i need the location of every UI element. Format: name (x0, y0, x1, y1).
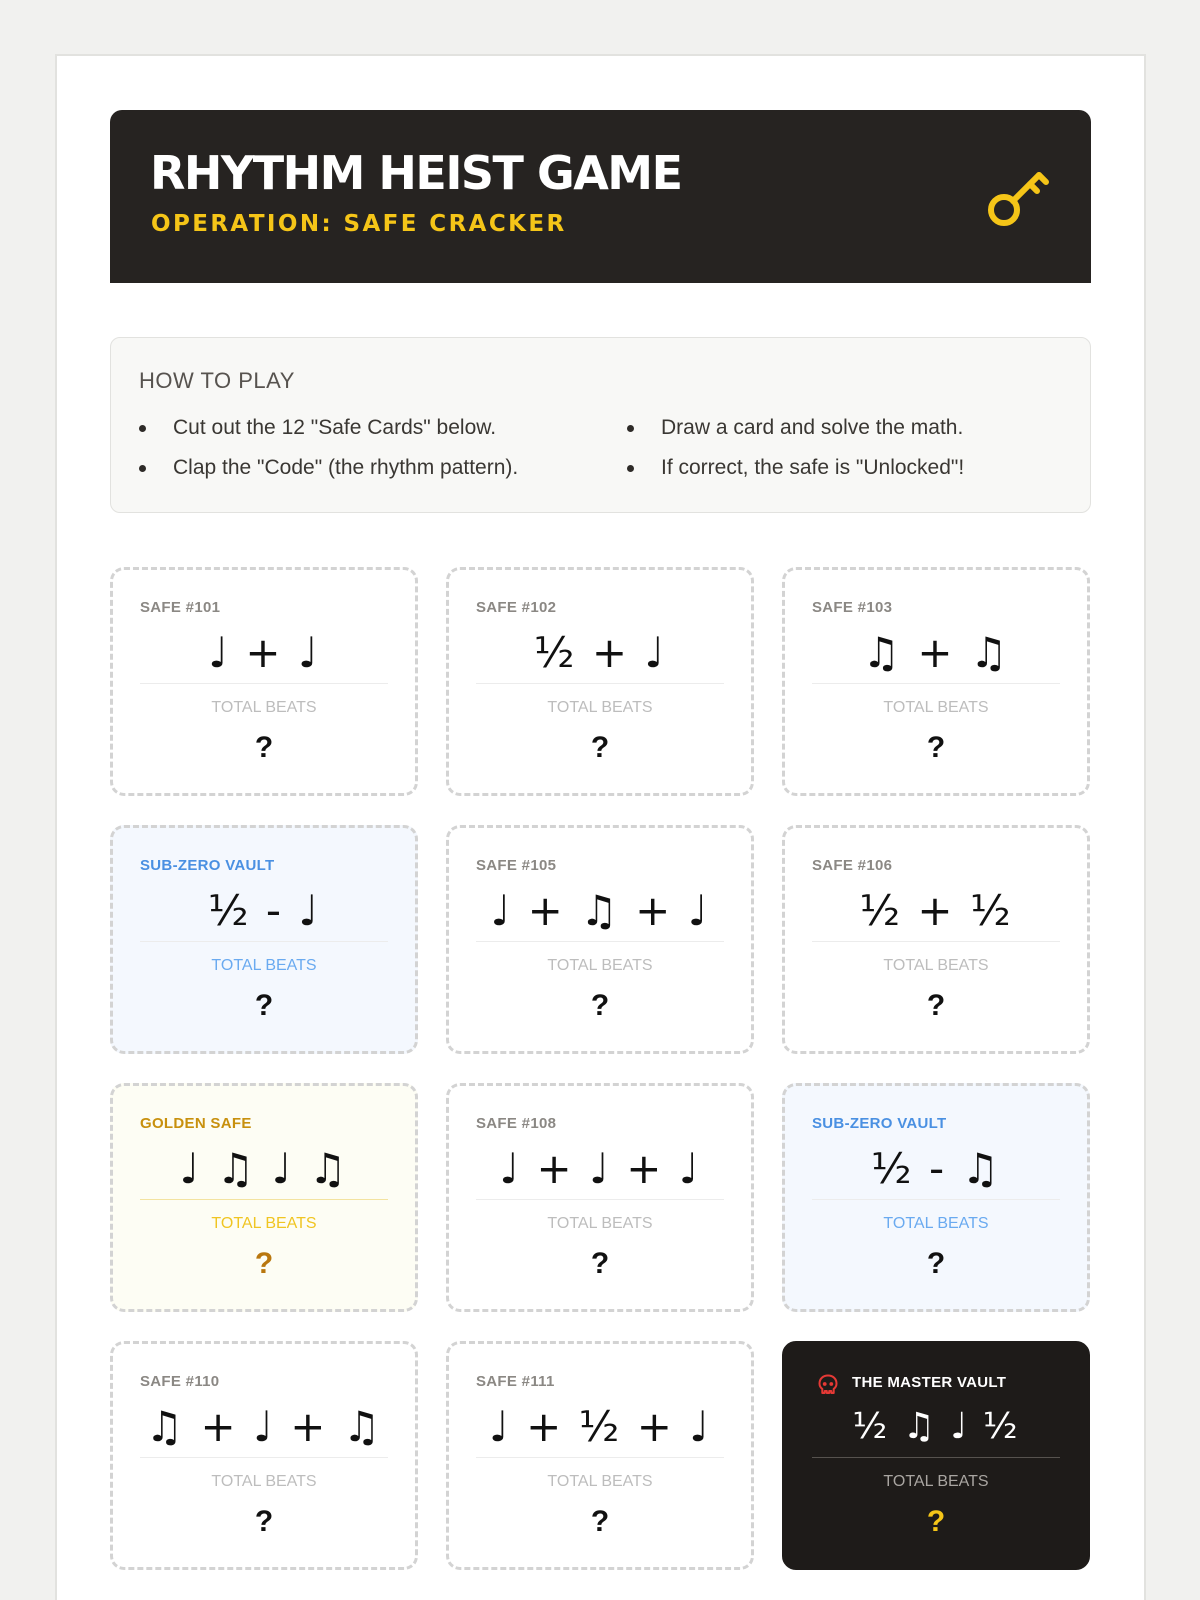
total-beats-label: TOTAL BEATS (547, 957, 653, 974)
card-expression: ½ - ♩ (207, 886, 321, 935)
card-answer: ? (590, 989, 610, 1022)
card-expression: ♫ + ♫ (862, 628, 1010, 677)
card-expression: ♩ ♫ ♩ ♫ (179, 1144, 349, 1193)
card-divider (476, 683, 724, 684)
card-divider (476, 941, 724, 942)
card-label: SAFE #110 (140, 1373, 220, 1390)
card-divider (140, 1199, 388, 1200)
card-label: SUB-ZERO VAULT (812, 1115, 947, 1132)
safe-card-101 (110, 567, 418, 796)
safe-card-105 (446, 825, 754, 1054)
golden-safe-card (110, 1083, 418, 1312)
total-beats-label: TOTAL BEATS (211, 1473, 317, 1490)
card-expression: ♩ + ♩ (208, 628, 320, 677)
card-expression: ½ - ♫ (870, 1144, 1002, 1193)
safe-card-108 (446, 1083, 754, 1312)
card-divider (812, 1457, 1060, 1458)
card-answer: ? (926, 1505, 946, 1538)
header-banner (110, 110, 1091, 283)
card-answer: ? (254, 731, 274, 764)
card-expression: ♩ + ½ + ♩ (488, 1402, 712, 1451)
card-label: SAFE #106 (812, 857, 893, 874)
safe-card-110 (110, 1341, 418, 1570)
card-answer: ? (926, 731, 946, 764)
total-beats-label: TOTAL BEATS (547, 1215, 653, 1232)
card-answer: ? (590, 731, 610, 764)
card-expression: ♫ + ♩ + ♫ (145, 1402, 383, 1451)
rule-item: Draw a card and solve the math. (627, 417, 963, 438)
card-label: SAFE #108 (476, 1115, 557, 1132)
card-answer: ? (590, 1505, 610, 1538)
card-expression: ½ + ♩ (533, 628, 667, 677)
card-expression: ♩ + ♩ + ♩ (499, 1144, 701, 1193)
sub-zero-vault-card (110, 825, 418, 1054)
card-divider (140, 683, 388, 684)
total-beats-label: TOTAL BEATS (547, 699, 653, 716)
card-divider (812, 941, 1060, 942)
card-answer: ? (926, 1247, 946, 1280)
total-beats-label: TOTAL BEATS (547, 1473, 653, 1490)
card-answer: ? (254, 1247, 274, 1280)
rule-item: Cut out the 12 "Safe Cards" below. (139, 417, 496, 438)
total-beats-label: TOTAL BEATS (211, 699, 317, 716)
card-label: SAFE #111 (476, 1373, 555, 1390)
card-label: SAFE #105 (476, 857, 557, 874)
skull-icon (816, 1373, 840, 1397)
card-answer: ? (926, 989, 946, 1022)
master-vault-card (782, 1341, 1090, 1570)
card-label: SAFE #102 (476, 599, 557, 616)
card-expression: ½ + ½ (859, 886, 1013, 935)
card-expression: ½ ♫ ♩ ½ (852, 1406, 1020, 1447)
card-label: SAFE #101 (140, 599, 221, 616)
safe-card-111 (446, 1341, 754, 1570)
card-label: SUB-ZERO VAULT (140, 857, 275, 874)
card-answer: ? (590, 1247, 610, 1280)
card-divider (140, 1457, 388, 1458)
card-divider (140, 941, 388, 942)
card-answer: ? (254, 989, 274, 1022)
safe-card-103 (782, 567, 1090, 796)
card-label: THE MASTER VAULT (852, 1374, 1007, 1391)
page-subtitle: OPERATION: SAFE CRACKER (151, 211, 567, 237)
card-divider (812, 1199, 1060, 1200)
total-beats-label: TOTAL BEATS (883, 699, 989, 716)
key-icon (984, 162, 1054, 232)
total-beats-label: TOTAL BEATS (883, 1215, 989, 1232)
rule-item: Clap the "Code" (the rhythm pattern). (139, 457, 518, 478)
total-beats-label: TOTAL BEATS (211, 957, 317, 974)
sub-zero-vault-card (782, 1083, 1090, 1312)
how-to-play-title: HOW TO PLAY (139, 368, 295, 393)
page-title: RHYTHM HEIST GAME (150, 146, 682, 200)
how-to-play-box (110, 337, 1091, 513)
card-divider (476, 1457, 724, 1458)
card-label: GOLDEN SAFE (140, 1115, 252, 1132)
card-divider (812, 683, 1060, 684)
card-label: SAFE #103 (812, 599, 893, 616)
card-answer: ? (254, 1505, 274, 1538)
safe-card-106 (782, 825, 1090, 1054)
safe-card-102 (446, 567, 754, 796)
card-expression: ♩ + ♫ + ♩ (490, 886, 710, 935)
rule-item: If correct, the safe is "Unlocked"! (627, 457, 964, 478)
total-beats-label: TOTAL BEATS (211, 1215, 317, 1232)
total-beats-label: TOTAL BEATS (883, 1473, 989, 1490)
card-divider (476, 1199, 724, 1200)
total-beats-label: TOTAL BEATS (883, 957, 989, 974)
